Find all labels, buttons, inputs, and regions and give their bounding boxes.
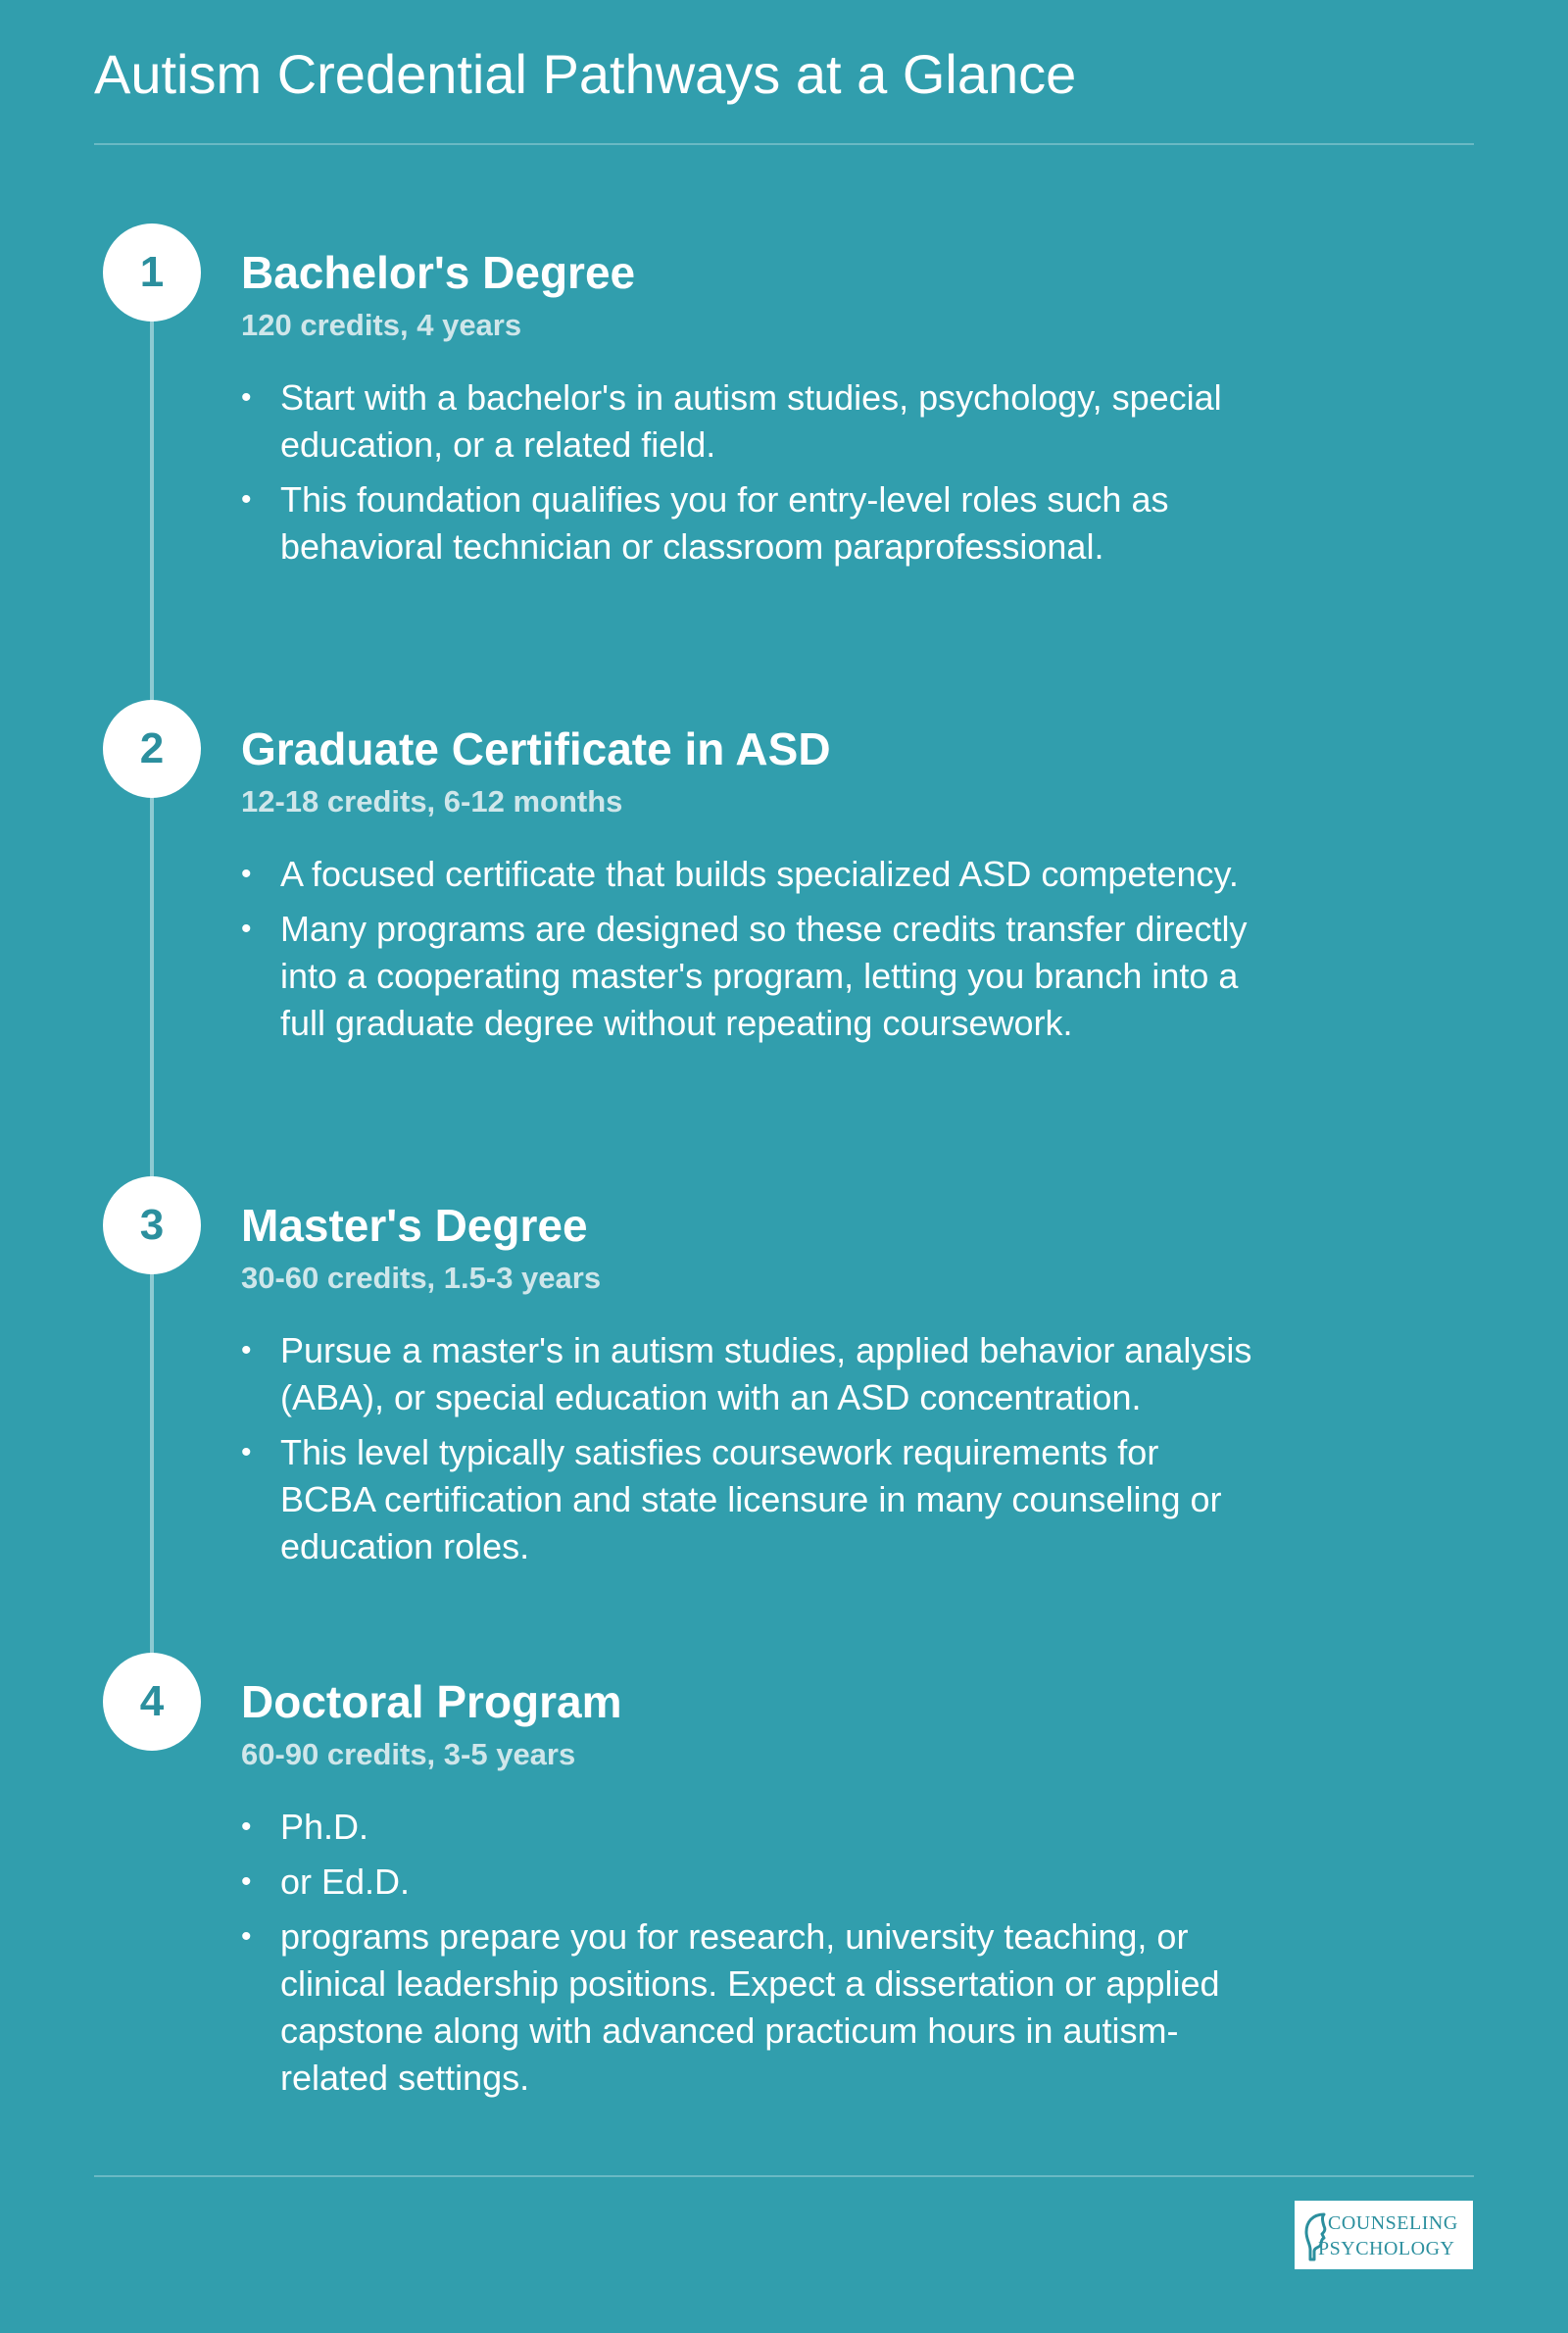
step-bullet-list: [241, 1804, 1260, 2102]
footer-divider: [94, 2175, 1474, 2177]
step-title: Master's Degree: [241, 1200, 588, 1251]
step-number-badge: 2: [103, 700, 201, 798]
list-item: • This foundation qualifies you for entry-level roles such as behavioral technician or classroom paraprofessional.: [241, 476, 1260, 571]
step-credits-duration: 12-18 credits, 6-12 months: [241, 784, 623, 819]
list-item: • Ph.D.: [241, 1804, 1260, 1851]
step-content: [241, 721, 1260, 1055]
step-content: [241, 245, 1260, 578]
list-item: • Pursue a master's in autism studies, applied behavior analysis (ABA), or special education with an ASD concentration.: [241, 1327, 1260, 1421]
step-credits-duration: 30-60 credits, 1.5-3 years: [241, 1261, 602, 1295]
timeline-rail: [150, 273, 154, 1684]
step-number-badge: 4: [103, 1653, 201, 1751]
step-credits-duration: 60-90 credits, 3-5 years: [241, 1737, 576, 1771]
counseling-psychology-logo: [1295, 2201, 1473, 2269]
list-item: • Start with a bachelor's in autism studies, psychology, special education, or a related field.: [241, 374, 1260, 469]
list-item: • A focused certificate that builds specialized ASD competency.: [241, 851, 1260, 898]
list-item: • or Ed.D.: [241, 1859, 1260, 1906]
step-title: Bachelor's Degree: [241, 247, 636, 298]
step-bullet-list: [241, 374, 1260, 571]
step-content: [241, 1674, 1260, 2110]
step-bullet-list: [241, 851, 1260, 1047]
step-bullet-list: [241, 1327, 1260, 1570]
step-number-badge: 1: [103, 223, 201, 322]
list-item: • Many programs are designed so these credits transfer directly into a cooperating master's program, letting you branch into a full graduate degree without repeating coursework.: [241, 906, 1260, 1047]
page-title: Autism Credential Pathways at a Glance: [94, 43, 1077, 105]
step-number-badge: 3: [103, 1176, 201, 1274]
list-item: • This level typically satisfies coursework requirements for BCBA certification and state licensure in many counseling or education roles.: [241, 1429, 1260, 1570]
logo-text-top: COUNSELING: [1328, 2212, 1458, 2234]
step-title: Doctoral Program: [241, 1676, 622, 1727]
step-credits-duration: 120 credits, 4 years: [241, 308, 522, 342]
list-item: • programs prepare you for research, university teaching, or clinical leadership positions. Expect a dissertation or applied capstone along with advanced practicum hours in autism-related settings.: [241, 1913, 1260, 2102]
step-content: [241, 1198, 1260, 1578]
logo-text-bottom: PSYCHOLOGY: [1318, 2238, 1455, 2259]
step-title: Graduate Certificate in ASD: [241, 723, 831, 774]
